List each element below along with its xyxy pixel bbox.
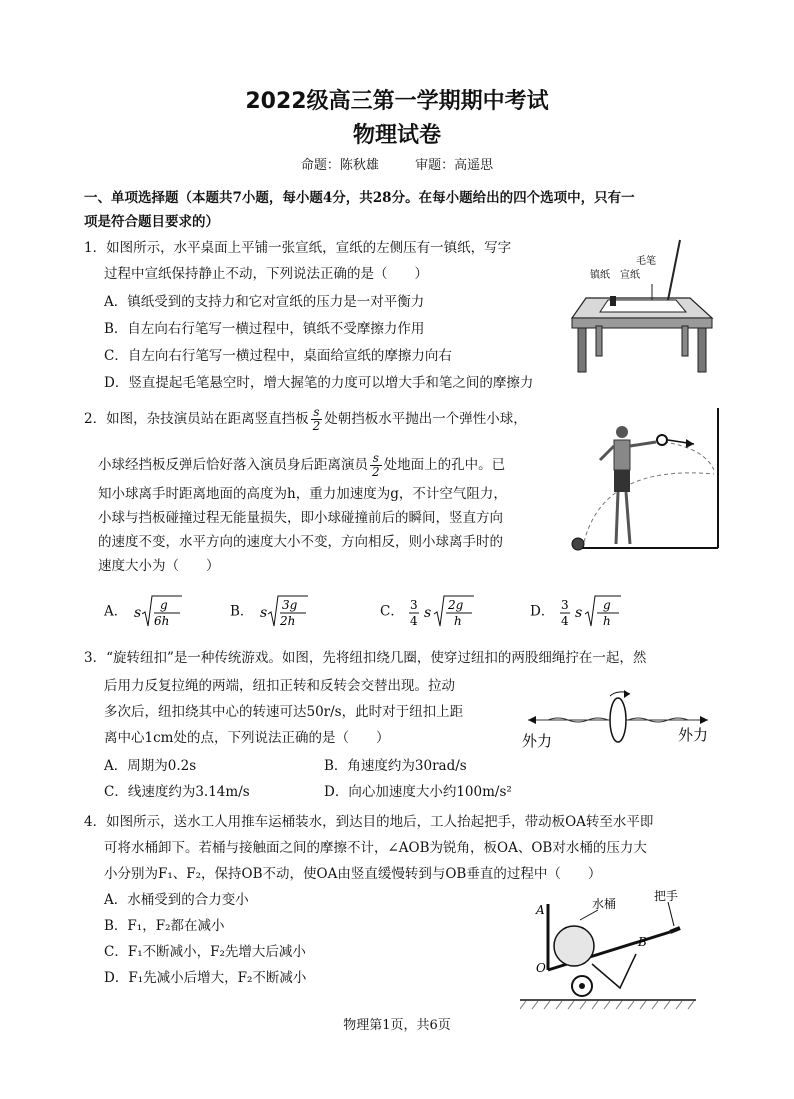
q3-option-d[interactable]: D．向心加速度大小约100m/s² bbox=[324, 784, 512, 800]
q2-stem-line1 bbox=[84, 406, 527, 433]
performer-arm bbox=[600, 446, 614, 460]
bucket-leader bbox=[580, 910, 598, 920]
performer-arm bbox=[630, 442, 656, 446]
q1-option-b[interactable]: B．自左向右行笔写一横过程中，镇纸不受摩擦力作用 bbox=[104, 321, 425, 337]
q3-stem-line3: 多次后，纽扣绕其中心的转速可达50r/s，此时对于纽扣上距 bbox=[104, 704, 464, 720]
point-b-label: B bbox=[638, 935, 647, 949]
svg-text:g: g bbox=[602, 598, 611, 612]
numerator: s bbox=[311, 406, 323, 420]
svg-text:s: s bbox=[259, 605, 267, 621]
force-label-left: 外力 bbox=[522, 732, 553, 750]
q1-option-d[interactable]: D．竖直提起毛笔悬空时，增大握笔的力度可以增大手和笔之间的摩擦力 bbox=[104, 375, 534, 391]
q2-text: 2．如图，杂技演员站在距离竖直挡板 bbox=[84, 411, 309, 427]
ground-hatch bbox=[520, 1001, 694, 1009]
force-label-right: 外力 bbox=[678, 726, 709, 744]
q1-table-figure bbox=[568, 234, 718, 374]
q2-stem-line5: 的速度不变，水平方向的速度大小不变，方向相反，则小球离手时的 bbox=[98, 534, 503, 550]
q2-text: 处地面上的孔中。已 bbox=[383, 457, 506, 473]
table-edge bbox=[572, 318, 712, 328]
svg-text:3: 3 bbox=[410, 598, 418, 612]
q1-option-a[interactable]: A．镇纸受到的支持力和它对宣纸的压力是一对平衡力 bbox=[104, 294, 425, 310]
q2-option-c[interactable] bbox=[380, 592, 478, 632]
q2-stem-line4: 小球与挡板碰撞过程无能量损失，即小球碰撞前后的瞬间，竖直方向 bbox=[98, 510, 503, 526]
paper-label: 宣纸 bbox=[620, 270, 640, 281]
table-leg bbox=[596, 326, 602, 356]
bucket-label: 水桶 bbox=[592, 897, 617, 911]
q4-stem-line1: 4．如图所示，送水工人用推车运桶装水，到达目的地后，工人抬起把手，带动板OA转至水平即 bbox=[84, 814, 654, 830]
handle-grip bbox=[670, 928, 680, 932]
svg-text:2g: 2g bbox=[448, 598, 464, 612]
q3-stem-line2: 后用力反复拉绳的两端，纽扣正转和反转会交替出现。拉动 bbox=[104, 678, 455, 694]
table-leg bbox=[578, 328, 586, 372]
q4-option-b[interactable]: B．F₁，F₂都在减小 bbox=[104, 918, 225, 934]
wheel-hub bbox=[579, 983, 585, 989]
arrow-head bbox=[624, 690, 630, 698]
q3-option-c[interactable]: C．线速度约为3.14m/s bbox=[104, 784, 250, 800]
point-o-label: O bbox=[536, 961, 546, 975]
denominator: 2 bbox=[312, 419, 321, 433]
svg-text:h: h bbox=[454, 614, 462, 628]
q2-stem-line3: 知小球离手时距离地面的高度为h，重力加速度为g，不计空气阻力， bbox=[98, 486, 507, 502]
denominator: 2 bbox=[372, 465, 380, 479]
svg-text:h: h bbox=[602, 614, 611, 628]
q1-option-c[interactable]: C．自左向右行笔写一横过程中，桌面给宣纸的摩擦力向右 bbox=[104, 348, 452, 364]
q2-option-b[interactable] bbox=[230, 592, 310, 632]
handle-label: 把手 bbox=[654, 889, 679, 903]
q3-option-a[interactable]: A．周期为0.2s bbox=[104, 758, 197, 774]
author: 命题：陈秋雄 bbox=[300, 158, 379, 173]
math-expression bbox=[408, 592, 478, 632]
point-a-label: A bbox=[536, 903, 545, 917]
brush-shape bbox=[668, 240, 680, 300]
q2-text: 小球经挡板反弹后恰好落入演员身后距离演员 bbox=[98, 457, 368, 473]
page-subtitle: 物理试卷 bbox=[352, 123, 441, 148]
cart-frame bbox=[592, 954, 636, 988]
weight-shape bbox=[610, 296, 616, 306]
option-label: A． bbox=[104, 603, 128, 620]
q1-stem-line1: 1．如图所示，水平桌面上平铺一张宣纸，宣纸的左侧压有一镇纸，写字 bbox=[84, 240, 512, 256]
svg-text:2h: 2h bbox=[279, 614, 296, 628]
svg-text:6h: 6h bbox=[153, 614, 169, 628]
numerator: s bbox=[370, 452, 382, 466]
weight-label: 镇纸 bbox=[590, 270, 610, 281]
left-arrow-head bbox=[528, 716, 536, 724]
option-label: B． bbox=[230, 603, 254, 620]
q3-stem-line4: 离中心1cm处的点，下列说法正确的是（ ） bbox=[104, 730, 390, 746]
svg-text:3g: 3g bbox=[281, 598, 298, 612]
performer-shorts bbox=[614, 470, 630, 492]
page-title: 2022级高三第一学期期中考试 bbox=[245, 89, 549, 114]
svg-text:4: 4 bbox=[410, 614, 418, 628]
q4-option-d[interactable]: D．F₁先减小后增大，F₂不断减小 bbox=[104, 970, 307, 986]
svg-text:g: g bbox=[159, 598, 168, 612]
q4-option-c[interactable]: C．F₁不断减小，F₂先增大后减小 bbox=[104, 944, 306, 960]
math-expression bbox=[559, 592, 629, 632]
fraction bbox=[370, 452, 382, 479]
svg-text:4: 4 bbox=[560, 614, 569, 628]
table-leg bbox=[698, 328, 706, 372]
performer-body bbox=[614, 440, 630, 470]
page-footer: 物理第1页，共6页 bbox=[343, 1018, 451, 1033]
q3-option-b[interactable]: B．角速度约为30rad/s bbox=[324, 758, 467, 774]
fraction bbox=[311, 406, 323, 433]
option-label: D． bbox=[530, 603, 555, 620]
q2-option-a[interactable] bbox=[104, 592, 184, 632]
bucket-shape bbox=[554, 926, 594, 966]
trajectory bbox=[584, 473, 714, 542]
svg-text:s: s bbox=[424, 605, 432, 621]
brush-label: 毛笔 bbox=[636, 256, 656, 267]
q2-juggler-figure bbox=[564, 404, 724, 556]
svg-text:s: s bbox=[133, 605, 141, 621]
math-expression bbox=[132, 592, 184, 632]
handle-leader bbox=[668, 902, 674, 926]
q4-stem-line3: 小分别为F₁、F₂，保持OB不动，使OA由竖直缓慢转到与OB垂直的过程中（ ） bbox=[104, 866, 602, 882]
section-heading-line2: 项是符合题目要求的） bbox=[84, 214, 219, 230]
q4-cart-figure bbox=[520, 888, 700, 1012]
q3-button-figure bbox=[518, 680, 718, 760]
performer-head bbox=[616, 426, 628, 438]
right-arrow-head bbox=[700, 716, 708, 724]
math-expression bbox=[258, 592, 310, 632]
performer-leg bbox=[626, 492, 630, 544]
table-leg bbox=[682, 326, 688, 356]
button-shape bbox=[610, 698, 626, 742]
q1-stem-line2: 过程中宣纸保持静止不动，下列说法正确的是（ ） bbox=[104, 266, 428, 282]
option-label: C． bbox=[380, 603, 404, 620]
reviewer: 审题：高遥思 bbox=[415, 158, 494, 173]
author-line bbox=[0, 154, 794, 173]
q4-stem-line2: 可将水桶卸下。若桶与接触面之间的摩擦不计，∠AOB为锐角，板OA、OB对水桶的压力大 bbox=[104, 840, 647, 856]
q2-stem-line6: 速度大小为（ ） bbox=[98, 558, 220, 574]
svg-text:3: 3 bbox=[560, 598, 569, 612]
hole-ball-shape bbox=[572, 538, 584, 550]
q2-option-d[interactable] bbox=[530, 592, 629, 632]
q2-stem-line2 bbox=[98, 452, 505, 479]
q2-text: 处朝挡板水平抛出一个弹性小球， bbox=[324, 411, 527, 427]
performer-leg bbox=[616, 492, 618, 544]
arrow-head bbox=[686, 439, 694, 448]
q3-stem-line1: 3．“旋转纽扣”是一种传统游戏。如图，先将纽扣绕几圈，使穿过纽扣的两股细绳拧在一起，然 bbox=[84, 650, 647, 666]
q4-option-a[interactable]: A．水桶受到的合力变小 bbox=[104, 892, 249, 908]
section-heading-line1: 一、单项选择题（本题共7小题，每小题4分，共28分。在每小题给出的四个选项中，只有一 bbox=[84, 190, 635, 206]
svg-text:s: s bbox=[574, 605, 582, 621]
ball-shape bbox=[657, 435, 667, 445]
